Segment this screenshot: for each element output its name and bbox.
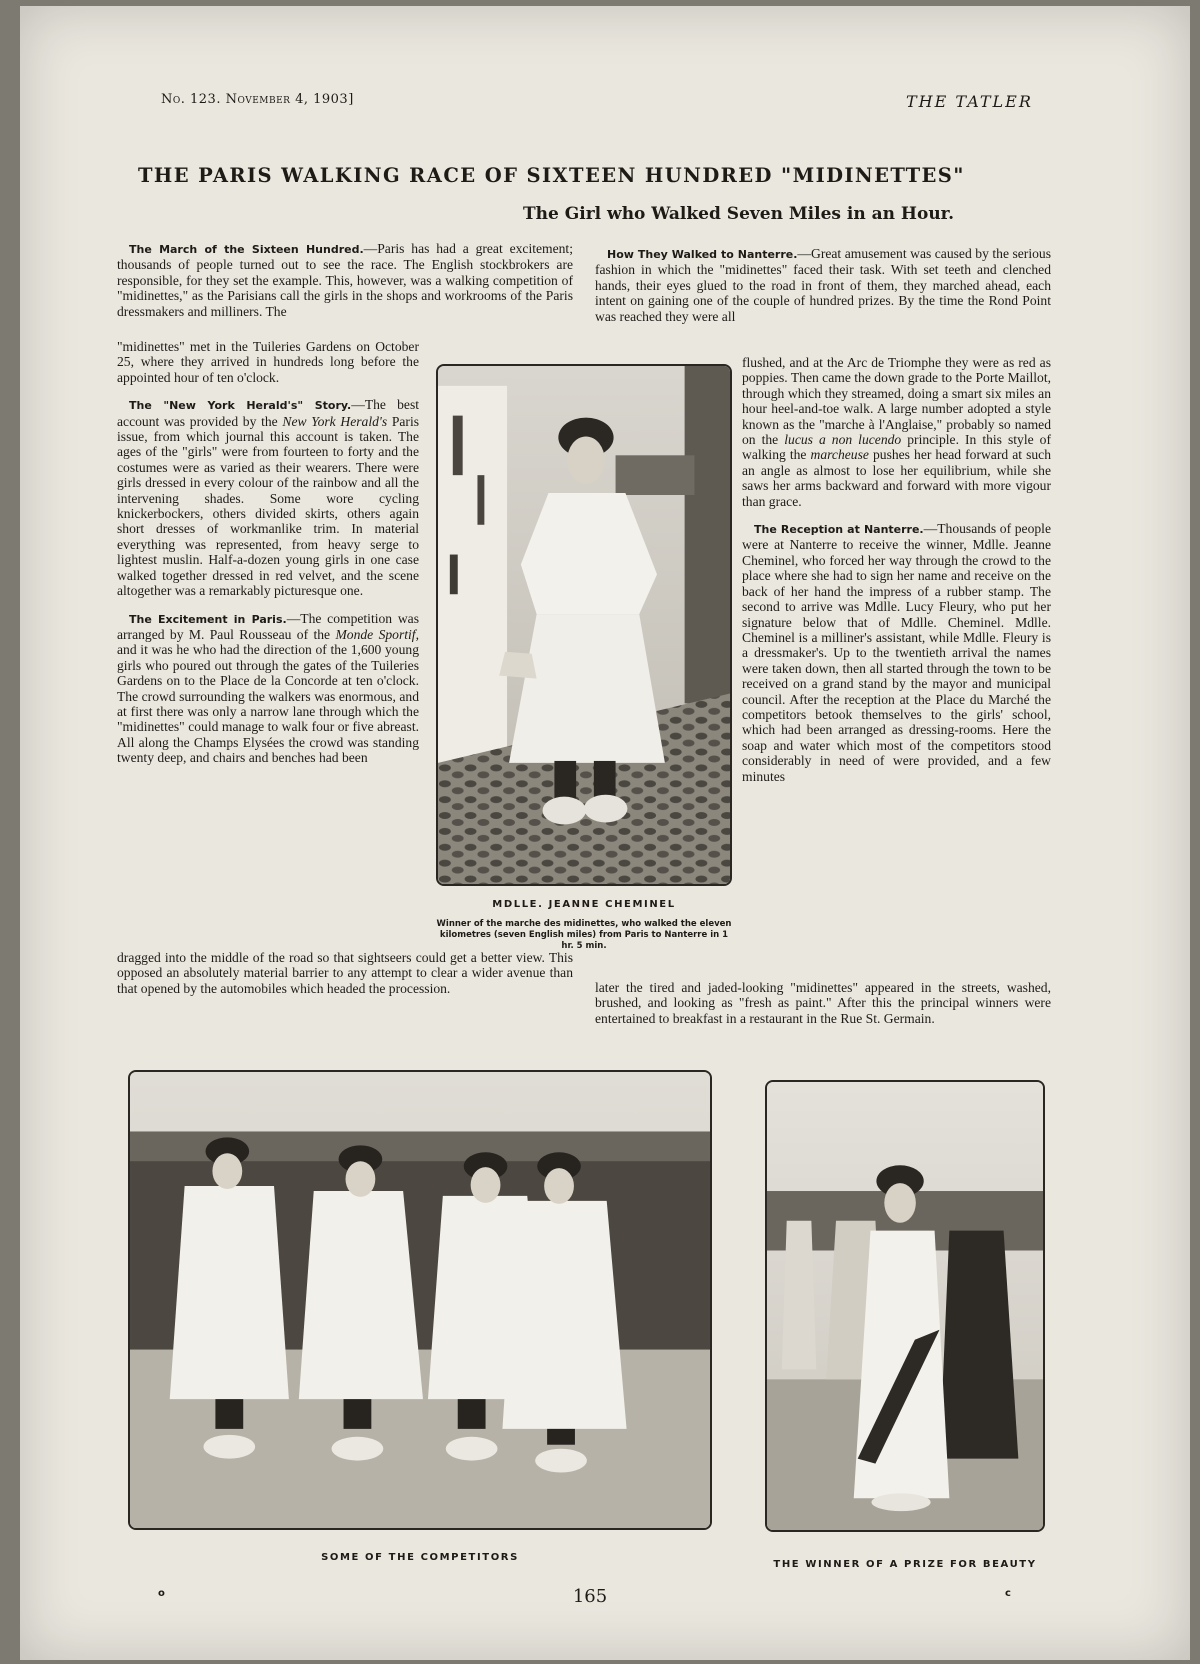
section-heading: The March of the Sixteen Hundred.: [129, 243, 364, 256]
woman-standing-illustration: [438, 366, 730, 884]
section-heading: The Excitement in Paris.: [129, 612, 287, 626]
section-heading: The Reception at Nanterre.: [754, 523, 924, 537]
left-paragraph-2: The "New York Herald's" Story.—The best account was provided by the New York Herald's Paris issue, from which journal this account is taken. The ages of the "girls" were from fourteen to forty and the costumes were as varied as their wearers. There were girls dressed in every colour of the rainbow and all the intervening shades. Some wore cycling knickerbockers, others divided skirts, others again short dresses of workmanlike trim. In material everything was represented, from heavy serge to lightest muslin. Half-a-dozen young girls in one case walked together dressed in red velvet, and the scene altogether was a remarkably picturesque one.: [117, 397, 420, 599]
photo-competitors: [128, 1070, 712, 1530]
right-paragraph-2-bottom: later the tired and jaded-looking "midinettes" appeared in the streets, washed, brushed, and looking as "fresh as paint." After this the principal winners were entertained to breakfast in a restaurant in the Rue St. Germain.: [595, 980, 1051, 1026]
right-paragraph-1: How They Walked to Nanterre.—Great amusement was caused by the serious fashion in which the "midinettes" faced their task. With set teeth and clenched hands, their eyes glued to the road in front of them, they marched ahead, each intent on gaining one of the couple of hundred prizes. By the time the Rond Point was reached they were all: [595, 246, 1051, 324]
photo-beauty-prize-winner: [765, 1080, 1045, 1532]
subheadline: The Girl who Walked Seven Miles in an Hour.: [523, 204, 955, 224]
section-heading: The "New York Herald's" Story.: [129, 399, 352, 413]
left-paragraph-3-bottom: dragged into the middle of the road so that sightseers could get a better view. This opposed an absolutely material barrier to any attempt to clear a wider avenue than that opened by the automobiles which headed the procession.: [117, 950, 573, 996]
left-paragraph-3: The Excitement in Paris.—The competition was arranged by M. Paul Rousseau of the Monde Sportif, and it was he who had the direction of the 1,600 young girls who poured out through the gates of the Tuileries Gardens on to the Place de la Concorde at ten o'clock. The crowd surrounding the walkers was enormous, and at first there was only a narrow lane through which the "midinettes" could manage to walk four or five abreast. All along the Champs Elysées the crowd was standing twenty deep, and chairs and benches had been: [117, 610, 419, 766]
competitors-caption: SOME OF THE COMPETITORS: [321, 1552, 519, 1563]
woman-in-gown-illustration: [767, 1082, 1043, 1530]
center-photo-subcaption: Winner of the marche des midinettes, who walked the eleven kilometres (seven English miles) from Paris to Nanterre in 1 hr. 5 min.: [436, 919, 732, 951]
footer-left-mark: o: [158, 1588, 165, 1599]
right-paragraph-1-cont: flushed, and at the Arc de Triomphe they were as red as poppies. Then came the down grade to the Porte Maillot, through which they streamed, doing a smart six miles an hour heel-and-toe walk. A large number adopted a style known as the "marche à l'Anglaise," probably so named on the lucus a non lucendo principle. In this style of walking the marcheuse pushes her head forward at such an angle as almost to lose her equilibrium, while she saws her arms backward and forward with more vigour than grace.: [742, 355, 1051, 509]
left-paragraph-1-cont: "midinettes" met in the Tuileries Gardens on October 25, where they arrived in hundreds long before the appointed hour of ten o'clock.: [117, 339, 419, 385]
publication-name: THE TATLER: [906, 92, 1033, 111]
right-narrow-column: [742, 355, 1051, 792]
left-paragraph-1: The March of the Sixteen Hundred.—Paris has had a great excitement; thousands of people turned out to see the race. The English stockbrokers are responsible, for they set the example. This, however, was a walking competition of "midinettes," as the Parisians call the girls in the shops and workrooms of the Paris dressmakers and milliners. The: [117, 241, 573, 319]
page-number: 165: [572, 1586, 608, 1607]
headline: THE PARIS WALKING RACE OF SIXTEEN HUNDRED "MIDINETTES": [138, 164, 965, 187]
center-photo-caption: MDLLE. JEANNE CHEMINEL: [492, 899, 676, 910]
section-heading: How They Walked to Nanterre.: [607, 248, 798, 261]
beauty-prize-caption: THE WINNER OF A PRIZE FOR BEAUTY: [773, 1559, 1037, 1570]
photo-jeanne-cheminel: [436, 364, 732, 886]
left-narrow-column: [117, 339, 419, 774]
footer-right-mark: c: [1005, 1588, 1011, 1599]
magazine-page: [20, 6, 1190, 1660]
four-women-illustration: [130, 1072, 710, 1528]
right-paragraph-2: The Reception at Nanterre.—Thousands of people were at Nanterre to receive the winner, Mdlle. Jeanne Cheminel, who forced her way through the crowd to the place where she had to sign her name and receive on the back of her hand the impress of a rubber stamp. The second to arrive was Mdlle. Lucy Fleury, who put her signature below that of Mdlle. Cheminel. Mdlle. Cheminel is a milliner's assistant, while Mdlle. Fleury is a dressmaker's. Up to the twentieth arrival the names were taken down, then all started through the town to be received on a grand stand by the mayor and municipal council. After the reception at the Place du Marché the competitors betook themselves to the girls' school, which had been arranged as dressing-rooms. Here the soap and water which most of the competitors stood considerably in need of were provided, and a few minutes: [742, 521, 1051, 784]
issue-line: No. 123. November 4, 1903]: [161, 92, 354, 107]
